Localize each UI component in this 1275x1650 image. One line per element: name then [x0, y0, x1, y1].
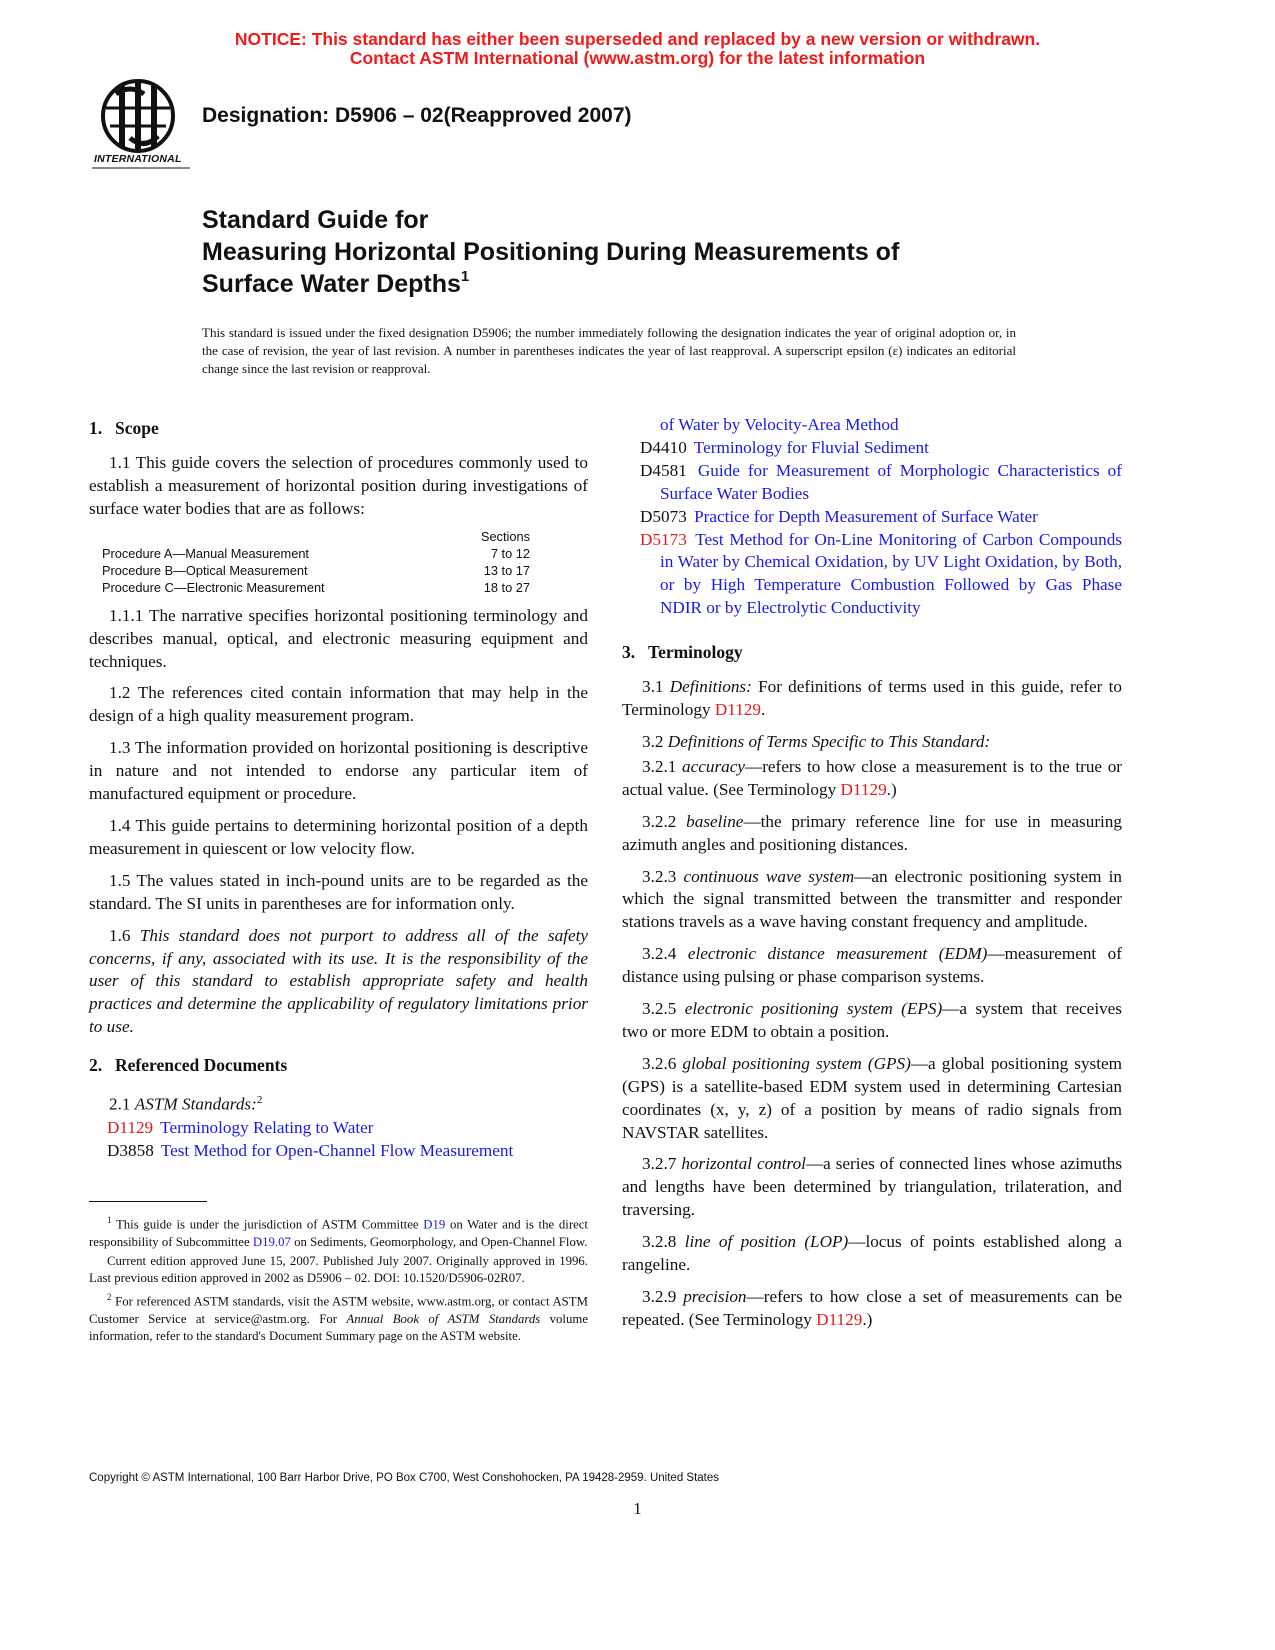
footnote-2-b: volume information, refer to the standard's Document Summary page on the ASTM website. [89, 1312, 589, 1344]
term-num: 3.2.4 [642, 944, 677, 964]
ref-code: D5073 [640, 506, 687, 526]
scope-heading [89, 416, 588, 440]
terminology-num: 3. [622, 642, 636, 663]
para-3-2-num: 3.2 [642, 731, 664, 751]
para-1-1: 1.1 This guide covers the selection of procedures commonly used to establish a measurement of horizontal position during investigations of surface water bodies that are as follows: [89, 453, 588, 518]
term-gps [622, 1053, 1122, 1145]
footnote-1-b: on Water and is the direct responsibility of Subcommittee [89, 1217, 588, 1249]
para-2-1-sup: 2 [256, 1094, 263, 1107]
ref-code: D4410 [640, 437, 687, 457]
logo-caption: INTERNATIONAL [94, 153, 182, 165]
term-def: —locus of points established along a rangeline. [622, 1232, 1123, 1275]
footnote-2 [89, 1289, 588, 1345]
term-num: 3.2.6 [642, 1053, 677, 1073]
term-num: 3.2.9 [642, 1287, 677, 1306]
footnotes [89, 1212, 588, 1348]
term-accuracy [622, 756, 1122, 802]
notice-line-2: Contact ASTM International (www.astm.org) for the latest information [349, 48, 926, 68]
title-line-1: Standard Guide for [202, 206, 429, 234]
notice-line-1: NOTICE: This standard has either been superseded and replaced by a new version or withdrawn. [234, 29, 1041, 49]
term-def: —measurement of distance using pulsing or phase comparison systems. [622, 944, 1122, 987]
term-num: 3.2.1 [642, 756, 677, 776]
procedure-name: Procedure C—Electronic Measurement [102, 579, 325, 595]
para-1-2: 1.2 The references cited contain information that may help in the design of a high quality measurement program. [89, 683, 588, 726]
ref-code: D3858 [107, 1140, 154, 1160]
term-name: line of position (LOP) [684, 1232, 849, 1252]
term-tail: .) [886, 779, 897, 799]
footnote-1-sup: 1 [107, 1215, 112, 1225]
footnote-1 [89, 1212, 588, 1251]
notice-banner [0, 30, 1275, 68]
table-row [89, 562, 588, 579]
term-def: —the primary reference line for use in measuring azimuth angles and positioning distances. [622, 811, 1122, 854]
ref-title[interactable]: Terminology Relating to Water [160, 1117, 374, 1137]
procedure-sections: 7 to 12 [490, 545, 530, 561]
title-line-3-text: Surface Water Depths [202, 270, 461, 298]
term-def: —a series of connected lines whose azimuths and lengths have been determined by triangulation, trilateration, and traversing. [622, 1154, 1123, 1220]
para-2-1 [89, 1089, 588, 1117]
term-def: —refers to how close a set of measurements can be repeated. (See Terminology [622, 1287, 1122, 1329]
ref-code: D4581 [640, 460, 687, 480]
para-3-2-label: Definitions of Terms Specific to This Standard: [667, 731, 991, 751]
para-1-3: 1.3 The information provided on horizontal positioning is descriptive in nature and not intended to endorse any particular item of manufactured equipment or procedure. [89, 738, 588, 804]
ref-title[interactable]: Guide for Measurement of Morphologic Characteristics of Surface Water Bodies [660, 460, 1122, 503]
procedure-table [89, 528, 588, 596]
ref-title[interactable]: Test Method for Open-Channel Flow Measurement [160, 1140, 514, 1160]
term-eps [622, 998, 1122, 1044]
ref-title[interactable]: Practice for Depth Measurement of Surface Water [694, 506, 1038, 526]
ref-link-d1129[interactable]: D1129 [714, 700, 761, 720]
term-continuous-wave [622, 866, 1122, 935]
term-name: precision [683, 1287, 747, 1306]
term-def: —a system that receives two or more EDM to obtain a position. [622, 999, 1122, 1041]
para-1-6-num: 1.6 [109, 925, 131, 945]
para-3-1-num: 3.1 [642, 677, 664, 697]
scope-num: 1. [89, 418, 103, 438]
ref-link-d1129[interactable]: D1129 [840, 779, 887, 799]
para-2-1-label: ASTM Standards: [134, 1094, 257, 1114]
footnote-2-sup: 2 [107, 1292, 112, 1303]
ref-d3858[interactable] [89, 1140, 588, 1163]
footnote-1-a: This guide is under the jurisdiction of ASTM Committee [115, 1217, 419, 1232]
ref-title-continued[interactable]: of Water by Velocity-Area Method [660, 415, 899, 434]
para-1-5: 1.5 The values stated in inch-pound units are to be regarded as the standard. The SI units in parentheses are for information only. [89, 870, 588, 913]
term-num: 3.2.5 [642, 999, 677, 1019]
term-edm [622, 943, 1122, 989]
references-title: Referenced Documents [115, 1055, 288, 1076]
references-num: 2. [89, 1055, 103, 1076]
term-precision [622, 1286, 1122, 1332]
para-3-1-text: For definitions of terms used in this guide, refer to Terminology [622, 677, 1123, 720]
term-name: horizontal control [681, 1154, 806, 1174]
references-heading [89, 1053, 588, 1077]
term-name: electronic distance measurement (EDM) [687, 944, 988, 964]
page-number: 1 [633, 1499, 642, 1518]
ref-title[interactable]: Terminology for Fluvial Sediment [693, 437, 929, 457]
para-1-6-text: This standard does not purport to address all of the safety concerns, if any, associated with its use. It is the responsibility of the user of this standard to establish appropriate safety and health practices and determine the applicability of regulatory limitations prior to use. [89, 925, 588, 1037]
para-3-1: 3.1 Definitions: For definitions of terms used in this guide, refer to Terminology D1129. [622, 677, 1123, 720]
term-name: continuous wave system [683, 866, 855, 886]
para-1-6 [89, 925, 588, 1040]
procedure-name: Procedure B—Optical Measurement [102, 562, 308, 578]
term-num: 3.2.8 [642, 1232, 677, 1252]
sections-header: Sections [480, 528, 530, 544]
term-num: 3.2.7 [642, 1154, 677, 1174]
para-2-1-num: 2.1 [109, 1094, 131, 1114]
term-name: accuracy [682, 756, 746, 776]
term-baseline [622, 811, 1122, 857]
scope-title: Scope [115, 418, 159, 438]
term-name: electronic positioning system (EPS) [684, 999, 943, 1019]
term-tail: .) [862, 1309, 873, 1329]
ref-link-d1129[interactable]: D1129 [816, 1309, 863, 1329]
para-3-1-label: Definitions: [669, 677, 752, 697]
para-1-4: 1.4 This guide pertains to determining horizontal position of a depth measurement in quiescent or low velocity flow. [89, 815, 588, 858]
footnote-2-em: Annual Book of ASTM Standards [346, 1312, 541, 1327]
ref-title[interactable]: Test Method for On-Line Monitoring of Carbon Compounds in Water by Chemical Oxidation, by UV Light Oxidation, by Both, or by High Temperature Combustion Followed by Gas Phase NDIR or by Electrolytic Conductivity [660, 529, 1122, 618]
term-name: baseline [686, 811, 744, 831]
procedure-name: Procedure A—Manual Measurement [102, 545, 309, 561]
ref-code[interactable]: D5173 [640, 529, 687, 549]
footnote-1-c: on Sediments, Geomorphology, and Open-Channel Flow. [294, 1234, 588, 1249]
terminology-title: Terminology [648, 642, 743, 663]
ref-code[interactable]: D1129 [107, 1117, 154, 1137]
title-line-3 [202, 268, 899, 300]
document-title [202, 204, 899, 300]
title-footnote-ref: 1 [460, 268, 470, 285]
term-def: —refers to how close a measurement is to the true or actual value. (See Terminology [622, 756, 1123, 799]
ref-d3858-continued[interactable] [622, 414, 1122, 437]
terminology-heading [622, 640, 1122, 664]
table-row [89, 545, 588, 562]
ref-d1129[interactable] [89, 1117, 588, 1140]
table-row [89, 579, 588, 596]
footnote-rule [89, 1201, 207, 1202]
term-lop [622, 1231, 1122, 1277]
astm-logo [86, 78, 194, 173]
procedure-sections: 13 to 17 [483, 562, 530, 578]
left-column [89, 414, 588, 1163]
copyright: Copyright © ASTM International, 100 Barr Harbor Drive, PO Box C700, West Conshohocken, PA 19428-2959. United States [89, 1472, 720, 1484]
term-def: —a global positioning system (GPS) is a satellite-based EDM system used in determining Cartesian coordinates (x, y, z) of a position by means of radio signals from NAVSTAR satellites. [622, 1053, 1123, 1142]
ref-d5173[interactable] [622, 529, 1122, 621]
para-1-1-1: 1.1.1 The narrative specifies horizontal positioning terminology and describes manual, optical, and electronic measuring equipment and techniques. [89, 605, 588, 671]
procedure-sections: 18 to 27 [483, 579, 530, 595]
ref-d4410[interactable] [622, 437, 1122, 460]
term-name: global positioning system (GPS) [682, 1053, 911, 1073]
committee-link[interactable]: D19 [423, 1217, 446, 1232]
para-3-2 [622, 731, 1122, 754]
term-num: 3.2.2 [642, 811, 677, 831]
ref-d5073[interactable] [622, 506, 1122, 529]
term-num: 3.2.3 [642, 866, 677, 886]
term-horizontal-control [622, 1153, 1122, 1222]
right-column [622, 414, 1122, 1341]
term-def: —an electronic positioning system in which the signal transmitted between the transmitter and responder stations travels as a wave having constant frequency and amplitude. [622, 866, 1122, 932]
title-line-2: Measuring Horizontal Positioning During Measurements of [202, 238, 900, 266]
issued-note: This standard is issued under the fixed designation D5906; the number immediately following the designation indicates the year of original adoption or, in the case of revision, the year of last revision. A number in parentheses indicates the year of last reapproval. A superscript epsilon (ε) indicates an editorial change since the last revision or reapproval. [202, 325, 1016, 376]
footnote-1-edition: Current edition approved June 15, 2007. Published July 2007. Originally approved in 1996. Last previous edition approved in 2002 as D5906 – 02. DOI: 10.1520/D5906-02R07. [89, 1253, 588, 1286]
footnote-2-a: For referenced ASTM standards, visit the ASTM website, www.astm.org, or contact ASTM Customer Service at service@astm.org. For [89, 1294, 588, 1327]
designation: Designation: D5906 – 02(Reapproved 2007) [202, 104, 632, 127]
subcommittee-link[interactable]: D19.07 [252, 1234, 291, 1249]
ref-d4581[interactable] [622, 460, 1122, 506]
